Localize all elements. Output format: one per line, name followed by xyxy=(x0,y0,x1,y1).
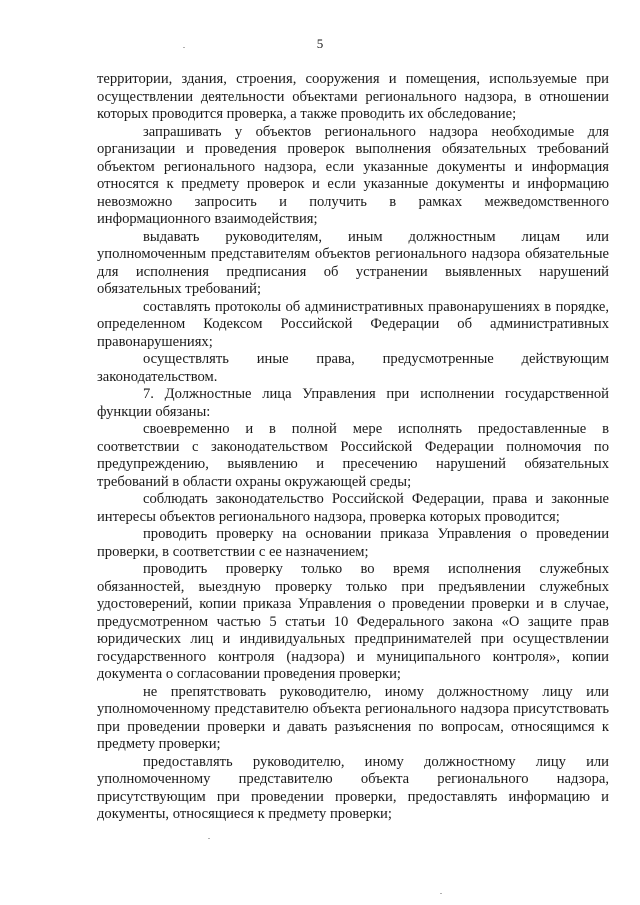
paragraph-continuation: территории, здания, строения, сооружения и помещения, используемые при осуществлении деятельности объектами регионального надзора, в отношении которых проводится проверка, а также проводить их обследование; xyxy=(97,71,609,122)
paragraph-inspection-basis: проводить проверку на основании приказа Управления о проведении проверки, в соответствии с ее назначением; xyxy=(97,526,609,560)
page-number: 5 xyxy=(316,36,324,51)
paragraph-issue-orders: выдавать руководителям, иным должностным лицам или уполномоченным представителям объектов регионального надзора обязательные для исполнения предписания об устранении выявленных нарушений обязательных требований; xyxy=(97,228,609,297)
paragraph-section-7: 7. Должностные лица Управления при исполнении государственной функции обязаны: xyxy=(97,386,609,420)
document-body xyxy=(97,71,609,824)
scan-speck xyxy=(183,47,185,48)
paragraph-draw-protocols: составлять протоколы об административных правонарушениях в порядке, определенном Кодексом Российской Федерации об административных правонарушениях; xyxy=(97,298,609,350)
paragraph-not-obstruct: не препятствовать руководителю, иному должностному лицу или уполномоченному представителю объекта регионального надзора присутствовать при проведении проверки и давать разъяснения по вопросам, относящимся к предмету проверки; xyxy=(97,683,609,752)
paragraph-request-documents: запрашивать у объектов регионального надзора необходимые для организации и проведения проверок выполнения обязательных требований объектом регионального надзора, если указанные документы и информация относятся к предмету проверок и если указанные документы и информацию невозможно запросить и получить в рамках межведомственного информационного взаимодействия; xyxy=(97,123,609,227)
paragraph-other-rights: осуществлять иные права, предусмотренные действующим законодательством. xyxy=(97,351,609,385)
scan-speck xyxy=(208,838,210,839)
scan-speck xyxy=(440,893,442,894)
paragraph-provide-information: предоставлять руководителю, иному должностному лицу или уполномоченному представителю объекта регионального надзора, присутствующим при проведении проверки, предоставлять информацию и документы, относящиеся к предмету проверки; xyxy=(97,753,609,822)
paragraph-inspection-duty-time: проводить проверку только во время исполнения служебных обязанностей, выездную проверку только при предъявлении служебных удостоверений, копии приказа Управления о проведении проверки и в случае, предусмотренном частью 5 статьи 10 Федерального закона «О защите прав юридических лиц и индивидуальных предпринимателей при осуществлении государственного контроля (надзора) и муниципального контроля», копии документа о согласовании проведения проверки; xyxy=(97,561,609,682)
paragraph-exercise-powers: своевременно и в полной мере исполнять предоставленные в соответствии с законодательством Российской Федерации полномочия по предупреждению, выявлению и пресечению нарушений обязательных требований в области охраны окружающей среды; xyxy=(97,421,609,490)
paragraph-observe-law: соблюдать законодательство Российской Федерации, права и законные интересы объектов регионального надзора, проверка которых проводится; xyxy=(97,491,609,525)
